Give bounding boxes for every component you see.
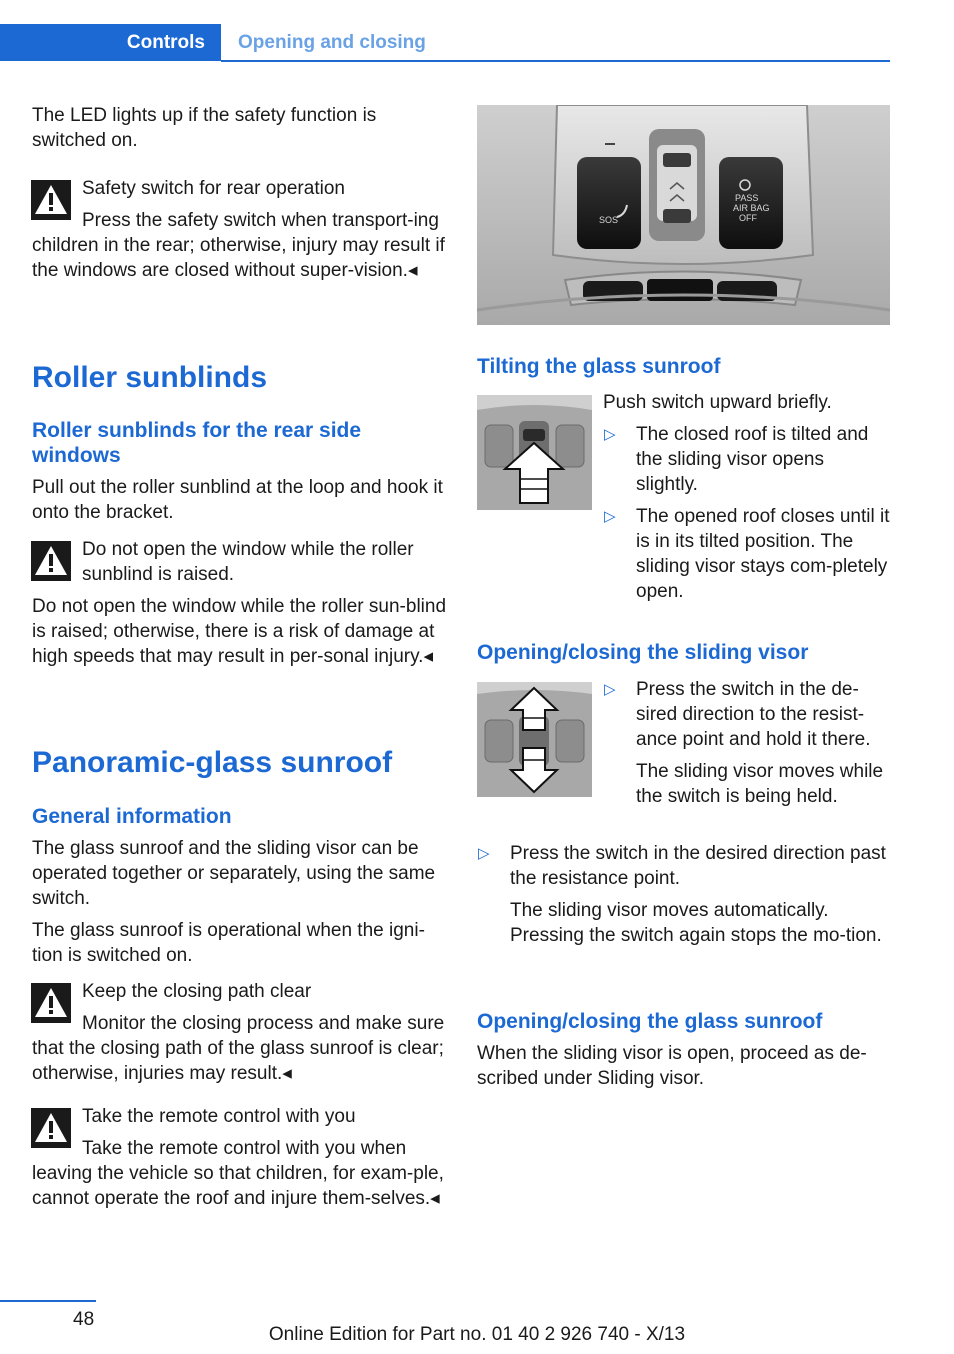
heading-glass-sunroof: Opening/closing the glass sunroof (477, 1010, 823, 1033)
airbag-label-3: OFF (739, 213, 757, 223)
bullet-icon: ▷ (604, 508, 616, 525)
warning-icon (31, 541, 71, 581)
heading-panoramic-sunroof: Panoramic-glass sunroof (32, 746, 393, 779)
heading-rear-side-windows: Roller sunblinds for the rear side windows (32, 419, 362, 467)
overhead-console-photo (477, 105, 890, 325)
warning-body: Monitor the closing process and make sure that the closing path of the glass sunroof is clear; otherwise, injuries may result.◂ (32, 1013, 445, 1084)
section-tab[interactable] (238, 24, 426, 61)
rear-windows-text: Pull out the roller sunblind at the loop and hook it onto the bracket. (32, 477, 443, 523)
section-label: Opening and closing (238, 32, 426, 53)
warning-body: Press the safety switch when transport-ing children in the rear; otherwise, injury may result if the windows are closed without super-vision.◂ (32, 210, 445, 281)
warning-title: Safety switch for rear operation (82, 178, 345, 199)
general-text-1: The glass sunroof and the sliding visor can be operated together or separately, using the same switch. (32, 838, 436, 909)
heading-sliding-visor: Opening/closing the sliding visor (477, 641, 809, 664)
general-text-2: The glass sunroof is operational when the igni-tion is switched on. (32, 920, 425, 966)
heading-general-information: General information (32, 805, 232, 828)
tilt-switch-thumbnail (477, 395, 592, 510)
warning-body: Take the remote control with you when leaving the vehicle so that children, for exam-ple, cannot operate the roof and injure them-selves.◂ (32, 1138, 444, 1209)
warning-title: Do not open the window while the roller sunblind is raised. (82, 539, 414, 585)
edition-text: Online Edition for Part no. 01 40 2 926 740 - X/13 (268, 1324, 686, 1345)
visor-bullet-2-sub: The sliding visor moves automatically. Pressing the switch again stops the mo-tion. (510, 900, 882, 946)
warning-title: Keep the closing path clear (82, 981, 312, 1002)
warning-title: Take the remote control with you (82, 1106, 356, 1127)
page-number: 48 (73, 1309, 95, 1330)
header-rule (221, 60, 890, 62)
heading-tilting-sunroof: Tilting the glass sunroof (477, 355, 721, 378)
warning-body: Do not open the window while the roller sun-blind is raised; otherwise, there is a risk of damage at high speeds that may result in per-sonal injury.◂ (32, 596, 447, 667)
intro-text: The LED lights up if the safety function is switched on. (32, 105, 377, 151)
visor-bullet-1: Press the switch in the de-sired direction to the resist-ance point and hold it there. (636, 679, 871, 750)
sos-label: SOS (599, 215, 619, 225)
chapter-label: Controls (126, 32, 205, 53)
bullet-icon: ▷ (604, 426, 616, 443)
visor-bullet-1-sub: The sliding visor moves while the switch is being held. (636, 761, 884, 807)
glass-sunroof-text: When the sliding visor is open, proceed as de-scribed under Sliding visor. (477, 1043, 867, 1089)
airbag-label-1: PASS (735, 193, 759, 203)
airbag-label-2: AIR BAG (733, 203, 770, 213)
tilt-intro: Push switch upward briefly. (603, 392, 832, 413)
bullet-icon: ▷ (478, 845, 490, 862)
tilt-bullet-2: The opened roof closes until it is in its tilted position. The sliding visor stays com-pletely open. (636, 506, 890, 602)
tilt-bullet-1: The closed roof is tilted and the sliding visor opens slightly. (636, 424, 869, 495)
heading-roller-sunblinds: Roller sunblinds (32, 361, 268, 394)
bullet-icon: ▷ (604, 681, 616, 698)
visor-bullet-2: Press the switch in the desired direction past the resistance point. (510, 843, 886, 889)
footer-rule (0, 1300, 96, 1302)
chapter-tab[interactable] (0, 24, 221, 61)
visor-switch-thumbnail (477, 682, 592, 797)
